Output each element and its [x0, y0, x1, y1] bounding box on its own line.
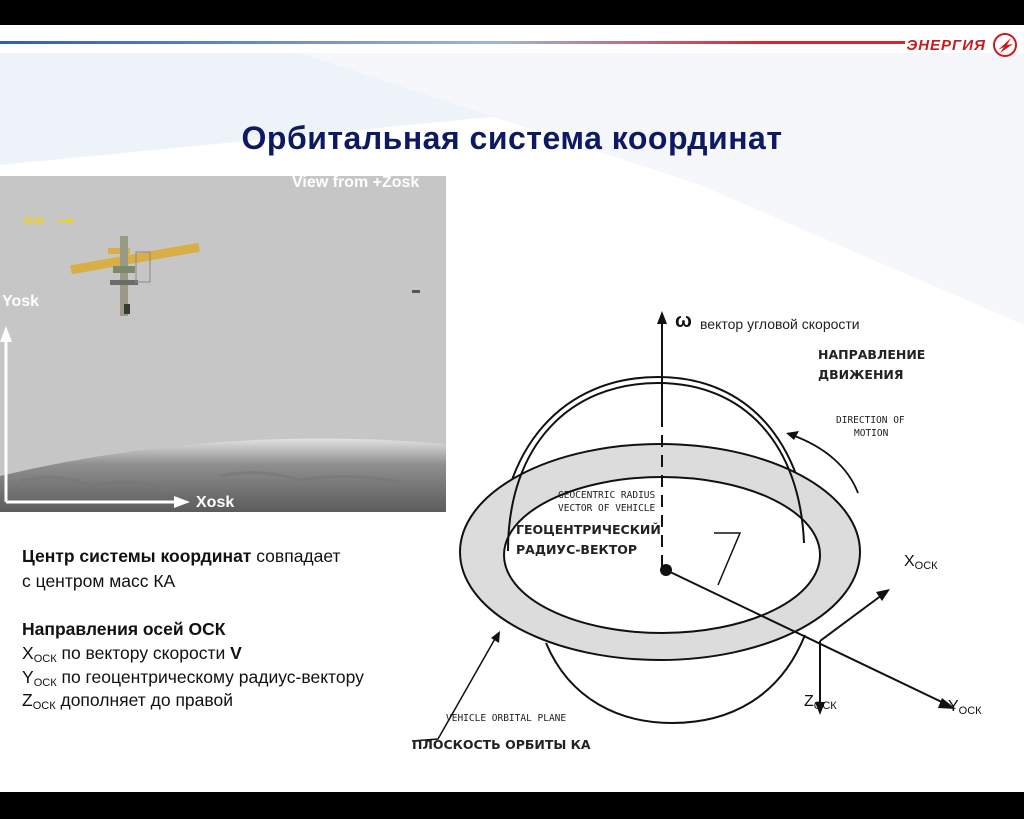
z-axis-description: [22, 689, 233, 717]
plane-leader-line: [412, 637, 496, 741]
station-view-image: [0, 176, 446, 512]
sun-label: SUN: [23, 216, 45, 227]
x-osk-base: X: [904, 553, 915, 570]
distant-object: [412, 290, 420, 293]
axes-heading: Направления осей ОСК: [22, 619, 226, 639]
z-sub: ОСК: [32, 700, 56, 712]
x-osk-sub: ОСК: [914, 560, 938, 572]
omega-label: вектор угловой скорости: [700, 316, 860, 332]
bottom-letterbox: [0, 792, 1024, 819]
z-desc: дополняет до правой: [55, 690, 233, 710]
y-osk-label: [948, 698, 982, 717]
y-osk-base: Y: [948, 698, 959, 715]
z-osk-base: Z: [804, 693, 814, 710]
omega-symbol: ω: [675, 310, 692, 332]
y-sub: ОСК: [33, 677, 57, 689]
motion-en-label-line1: DIRECTION OF: [836, 415, 905, 426]
plane-en-label: VEHICLE ORBITAL PLANE: [446, 713, 567, 724]
orbital-diagram: [400, 305, 1024, 755]
motion-ru-label-line2: ДВИЖЕНИЯ: [818, 367, 904, 382]
motion-en-label-line2: MOTION: [854, 428, 889, 439]
header-stripe: [0, 41, 905, 44]
x-axis-label: Xosk: [196, 494, 235, 511]
center-bold: Центр системы координат: [22, 546, 252, 566]
radius-ru-label-line2: РАДИУС-ВЕКТОР: [516, 542, 638, 557]
radius-ru-label-line1: ГЕОЦЕНТРИЧЕСКИЙ: [516, 522, 661, 537]
radius-en-label-line1: GEOCENTRIC RADIUS: [558, 490, 656, 501]
plane-ru-label: ПЛОСКОСТЬ ОРБИТЫ КА: [412, 737, 591, 752]
z-base: Z: [22, 690, 33, 710]
top-letterbox: [0, 0, 1024, 25]
slide-title: Орбитальная система координат: [241, 120, 783, 156]
y-desc: по геоцентрическому радиус-вектору: [56, 667, 364, 687]
motion-ru-label-line1: НАПРАВЛЕНИЕ: [818, 347, 926, 362]
radius-en-label-line2: VECTOR OF VEHICLE: [558, 503, 656, 514]
slide-content: [0, 25, 1024, 792]
y-axis-label: Yosk: [2, 293, 40, 310]
energia-logo: [904, 32, 1018, 58]
y-base: Y: [22, 667, 34, 687]
center-rest: совпадает: [251, 546, 341, 566]
x-desc: по вектору скорости: [56, 643, 231, 663]
x-osk-label: [904, 553, 938, 572]
z-osk-label: [804, 693, 837, 712]
x-sub: ОСК: [33, 653, 57, 665]
logo-emblem-icon: [992, 32, 1018, 58]
center-line-2: с центром масс КА: [22, 571, 176, 591]
center-line-1: [22, 545, 341, 567]
y-osk-sub: ОСК: [958, 705, 982, 717]
station-scene: [0, 176, 446, 512]
logo-text: ЭНЕРГИЯ: [906, 37, 986, 54]
x-base: X: [22, 643, 34, 663]
z-osk-sub: ОСК: [813, 700, 837, 712]
x-vec: V: [230, 643, 242, 663]
view-label: View from +Zosk: [292, 176, 420, 191]
